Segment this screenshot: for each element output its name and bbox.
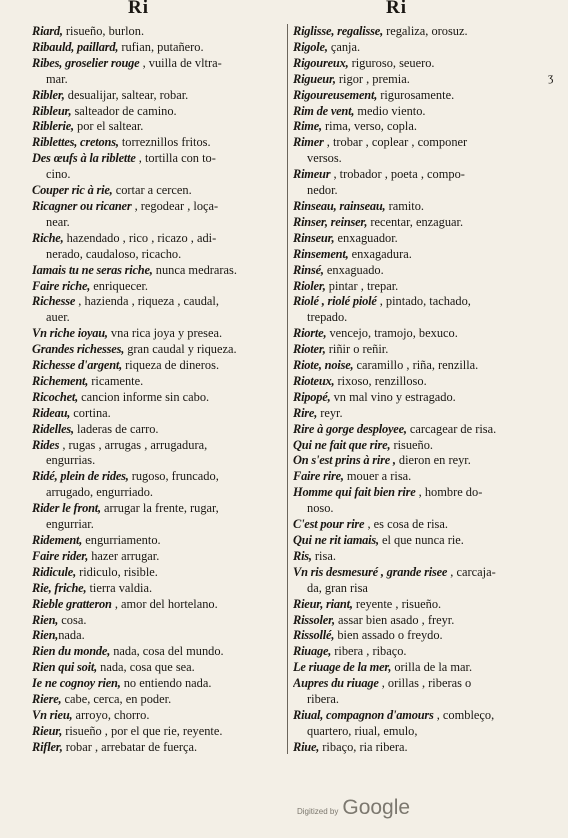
headword: Rinseur, bbox=[293, 230, 335, 245]
dictionary-line bbox=[293, 628, 555, 644]
headword: Riorte, bbox=[293, 326, 327, 341]
headword: Rioler, bbox=[293, 278, 326, 293]
dictionary-line bbox=[32, 24, 296, 40]
headword: Vn ris desmesuré , grande risee bbox=[293, 564, 448, 579]
definition: hazendado , rico , ricazo , adi- bbox=[63, 230, 217, 245]
dictionary-line bbox=[293, 104, 555, 120]
headword: Riuage, bbox=[293, 644, 332, 659]
definition: , trobador , poeta , compo- bbox=[330, 167, 465, 182]
definition: arrugado, engurriado. bbox=[46, 485, 153, 500]
dictionary-line bbox=[32, 597, 296, 613]
headword: Ribauld, paillard, bbox=[32, 39, 119, 54]
definition: çanja. bbox=[327, 39, 361, 54]
dictionary-line bbox=[293, 374, 555, 390]
definition: , trobar , coplear , componer bbox=[323, 135, 468, 150]
headword: Rire, bbox=[293, 405, 318, 420]
headword: Riblerie, bbox=[32, 119, 74, 134]
definition: no entiendo nada. bbox=[120, 676, 212, 691]
headword: Rieur, bbox=[32, 723, 63, 738]
definition: auer. bbox=[46, 310, 70, 325]
dictionary-line bbox=[293, 708, 555, 724]
definition: engurrias. bbox=[46, 453, 96, 468]
dictionary-line bbox=[293, 597, 555, 613]
headword: Ie ne cognoy rien, bbox=[32, 676, 121, 691]
dictionary-line bbox=[32, 40, 296, 56]
definition: arrugar la frente, rugar, bbox=[100, 501, 219, 516]
dictionary-line bbox=[293, 676, 555, 692]
dictionary-line bbox=[293, 199, 555, 215]
headword: Iamais tu ne seras riche, bbox=[32, 262, 153, 277]
dictionary-line bbox=[293, 533, 555, 549]
dictionary-line bbox=[32, 676, 296, 692]
headword: Ricochet, bbox=[32, 389, 79, 404]
definition: noso. bbox=[307, 501, 334, 516]
dictionary-line bbox=[32, 581, 296, 597]
headword: Rissoler, bbox=[293, 612, 335, 627]
dictionary-line bbox=[293, 565, 555, 581]
headword: Riere, bbox=[32, 692, 62, 707]
headword: Grandes richesses, bbox=[32, 342, 125, 357]
definition: , tortilla con to- bbox=[135, 151, 216, 166]
definition: el que nunca rie. bbox=[378, 533, 464, 547]
dictionary-line bbox=[293, 72, 555, 88]
headword: Faire riche, bbox=[32, 278, 91, 293]
headword: Ris, bbox=[293, 548, 312, 563]
dictionary-line bbox=[293, 501, 555, 517]
dictionary-line bbox=[32, 390, 296, 406]
headword: Ribes, groselier rouge bbox=[32, 55, 140, 70]
definition: engurriar. bbox=[46, 517, 94, 532]
dictionary-line bbox=[32, 453, 296, 469]
headword: Rime, bbox=[293, 119, 322, 134]
dictionary-line bbox=[32, 183, 296, 199]
headword: Des œufs à la riblette bbox=[32, 151, 136, 166]
definition: desualijar, saltear, robar. bbox=[64, 87, 189, 102]
headword: Rigole, bbox=[293, 39, 328, 54]
headword: Rider le front, bbox=[32, 501, 101, 516]
definition: risueño. bbox=[390, 437, 434, 452]
headword: Rideau, bbox=[32, 405, 71, 420]
definition: vn mal vino y estragado. bbox=[330, 389, 456, 404]
definition: , hombre do- bbox=[415, 485, 483, 500]
dictionary-line bbox=[32, 215, 296, 231]
headword: Aupres du riuage bbox=[293, 676, 379, 691]
headword: Riolé , riolé piolé bbox=[293, 294, 377, 309]
definition: riñir o reñir. bbox=[325, 342, 389, 357]
dictionary-line bbox=[32, 56, 296, 72]
definition: risueño, burlon. bbox=[62, 24, 145, 38]
dictionary-line bbox=[293, 326, 555, 342]
headword: Ripopé, bbox=[293, 389, 331, 404]
definition: assar bien asado , freyr. bbox=[334, 612, 455, 627]
definition: recentar, enzaguar. bbox=[367, 214, 464, 229]
definition: enxaguador. bbox=[334, 230, 398, 245]
dictionary-line bbox=[32, 517, 296, 533]
dictionary-line bbox=[32, 326, 296, 342]
definition: nedor. bbox=[307, 183, 338, 198]
dictionary-line bbox=[32, 167, 296, 183]
dictionary-line bbox=[293, 56, 555, 72]
definition: near. bbox=[46, 214, 70, 229]
definition: cabe, cerca, en poder. bbox=[61, 692, 172, 707]
definition: nada, cosa que sea. bbox=[97, 660, 195, 675]
running-head-left: Ri bbox=[128, 0, 149, 18]
definition: quartero, riual, emulo, bbox=[307, 723, 418, 738]
headword: Rigoureux, bbox=[293, 55, 349, 70]
dictionary-line bbox=[32, 469, 296, 485]
dictionary-line bbox=[293, 517, 555, 533]
dictionary-line bbox=[32, 660, 296, 676]
definition: rima, verso, copla. bbox=[321, 119, 417, 134]
definition: , rugas , arrugas , arrugadura, bbox=[59, 437, 208, 452]
dictionary-line bbox=[32, 199, 296, 215]
definition: pintar , trepar. bbox=[325, 278, 399, 293]
definition: enxaguado. bbox=[323, 262, 384, 277]
dictionary-line bbox=[293, 135, 555, 151]
dictionary-line bbox=[32, 485, 296, 501]
headword: Rien, bbox=[32, 628, 59, 643]
definition: rigor , premia. bbox=[335, 71, 410, 86]
definition: medio viento. bbox=[354, 103, 426, 118]
headword: Riglisse, regalisse, bbox=[293, 24, 383, 38]
definition: , pintado, tachado, bbox=[376, 294, 471, 309]
dictionary-line bbox=[32, 72, 296, 88]
headword: Ricagner ou ricaner bbox=[32, 198, 132, 213]
dictionary-line bbox=[293, 151, 555, 167]
headword: Couper ric à rie, bbox=[32, 183, 113, 198]
dictionary-line bbox=[293, 231, 555, 247]
definition: cancion informe sin cabo. bbox=[78, 389, 210, 404]
definition: ricamente. bbox=[88, 373, 144, 388]
headword: Rimeur bbox=[293, 167, 331, 182]
headword: Homme qui fait bien rire bbox=[293, 485, 416, 500]
headword: Rissollé, bbox=[293, 628, 335, 643]
headword: On s'est prins à rire , bbox=[293, 453, 396, 468]
dictionary-line bbox=[293, 183, 555, 199]
dictionary-line bbox=[293, 613, 555, 629]
headword: Rim de vent, bbox=[293, 103, 355, 118]
definition: laderas de carro. bbox=[73, 421, 159, 436]
headword: Qui ne rit iamais, bbox=[293, 533, 379, 547]
dictionary-line bbox=[32, 231, 296, 247]
headword: Rides bbox=[32, 437, 60, 452]
headword: Rinsement, bbox=[293, 246, 349, 261]
headword: Riblettes, cretons, bbox=[32, 135, 119, 150]
definition: nada. bbox=[58, 628, 85, 643]
dictionary-line bbox=[293, 485, 555, 501]
headword: Ridicule, bbox=[32, 564, 76, 579]
definition: regaliza, orosuz. bbox=[382, 24, 468, 38]
dictionary-line bbox=[293, 581, 555, 597]
column-divider bbox=[287, 24, 288, 754]
dictionary-line bbox=[32, 628, 296, 644]
headword: Richesse d'argent, bbox=[32, 358, 123, 373]
dictionary-line bbox=[293, 263, 555, 279]
definition: riqueza de dineros. bbox=[122, 358, 220, 373]
headword: C'est pour rire bbox=[293, 517, 365, 532]
dictionary-line bbox=[32, 294, 296, 310]
dictionary-line bbox=[32, 438, 296, 454]
dictionary-line bbox=[32, 533, 296, 549]
dictionary-line bbox=[32, 247, 296, 263]
dictionary-line bbox=[293, 167, 555, 183]
dictionary-line bbox=[293, 310, 555, 326]
dictionary-line bbox=[32, 613, 296, 629]
headword: Ridelles, bbox=[32, 421, 74, 436]
dictionary-line bbox=[32, 342, 296, 358]
dictionary-line bbox=[293, 358, 555, 374]
definition: , regodear , loça- bbox=[131, 198, 219, 213]
headword: Le riuage de la mer, bbox=[293, 660, 392, 675]
headword: Riard, bbox=[32, 24, 63, 38]
dictionary-line bbox=[293, 247, 555, 263]
headword: Rie, friche, bbox=[32, 580, 87, 595]
headword: Ridement, bbox=[32, 533, 83, 547]
headword: Faire rire, bbox=[293, 469, 344, 484]
definition: risueño , por el que rie, reyente. bbox=[62, 723, 223, 738]
headword: Rimer bbox=[293, 135, 324, 150]
dictionary-line bbox=[293, 469, 555, 485]
definition: cino. bbox=[46, 167, 71, 182]
dictionary-line bbox=[32, 692, 296, 708]
definition: ridiculo, risible. bbox=[75, 564, 158, 579]
definition: , vuilla de vltra- bbox=[139, 55, 222, 70]
definition: hazer arrugar. bbox=[88, 548, 160, 563]
dictionary-line bbox=[293, 453, 555, 469]
definition: caramillo , riña, renzilla. bbox=[353, 358, 479, 373]
definition: risa. bbox=[311, 548, 336, 563]
definition: gran caudal y riqueza. bbox=[124, 342, 237, 357]
dictionary-line bbox=[32, 135, 296, 151]
dictionary-line bbox=[32, 740, 296, 756]
definition: , combleço, bbox=[433, 707, 495, 722]
dictionary-line bbox=[32, 104, 296, 120]
definition: mouer a risa. bbox=[343, 469, 412, 484]
dictionary-line bbox=[293, 40, 555, 56]
definition: bien assado o freydo. bbox=[334, 628, 443, 643]
margin-mark: ʒ bbox=[548, 70, 554, 84]
dictionary-line bbox=[293, 422, 555, 438]
definition: robar , arrebatar de fuerça. bbox=[62, 739, 198, 754]
headword: Rioter, bbox=[293, 342, 326, 357]
headword: Rien du monde, bbox=[32, 644, 111, 659]
definition: cosa. bbox=[58, 612, 87, 627]
definition: dieron en reyr. bbox=[395, 453, 471, 468]
dictionary-line bbox=[32, 644, 296, 660]
definition: vencejo, tramojo, bexuco. bbox=[326, 326, 458, 341]
definition: por el saltear. bbox=[73, 119, 144, 134]
definition: rugoso, fruncado, bbox=[128, 469, 219, 484]
definition: , hazienda , riqueza , caudal, bbox=[75, 294, 219, 309]
headword: Rigoureusement, bbox=[293, 87, 378, 102]
definition: torreznillos fritos. bbox=[118, 135, 211, 150]
running-head-right: Ri bbox=[386, 0, 407, 18]
definition: rigurosamente. bbox=[377, 87, 455, 102]
dictionary-line bbox=[32, 422, 296, 438]
headword: Rinseau, rainseau, bbox=[293, 198, 386, 213]
definition: ribera , ribaço. bbox=[331, 644, 407, 659]
digitized-by-text: Digitized by bbox=[297, 807, 339, 816]
definition: reyr. bbox=[317, 405, 343, 420]
dictionary-line bbox=[293, 406, 555, 422]
definition: nunca medraras. bbox=[152, 262, 237, 277]
definition: rigurosо, seuero. bbox=[348, 55, 435, 70]
dictionary-line bbox=[32, 565, 296, 581]
dictionary-line bbox=[32, 374, 296, 390]
dictionary-line bbox=[32, 358, 296, 374]
definition: arroyo, chorro. bbox=[72, 707, 150, 722]
headword: Rioteux, bbox=[293, 373, 335, 388]
dictionary-line bbox=[293, 24, 555, 40]
headword: Richement, bbox=[32, 373, 89, 388]
definition: carcagear de risa. bbox=[406, 421, 497, 436]
definition: versos. bbox=[307, 151, 342, 166]
dictionary-line bbox=[293, 215, 555, 231]
dictionary-line bbox=[293, 549, 555, 565]
left-column bbox=[32, 24, 296, 756]
definition: ribera. bbox=[307, 692, 339, 707]
headword: Riote, noise, bbox=[293, 358, 354, 373]
dictionary-line bbox=[32, 310, 296, 326]
dictionary-line bbox=[293, 438, 555, 454]
headword: Rigueur, bbox=[293, 71, 336, 86]
definition: vna rica joya y presea. bbox=[107, 326, 223, 341]
headword: Ridé, plein de rides, bbox=[32, 469, 129, 484]
dictionary-line bbox=[32, 279, 296, 295]
dictionary-line bbox=[293, 119, 555, 135]
definition: enriquecer. bbox=[90, 278, 148, 293]
headword: Faire rider, bbox=[32, 548, 89, 563]
definition: orilla de la mar. bbox=[391, 660, 473, 675]
headword: Vn riche ioyau, bbox=[32, 326, 108, 341]
dictionary-line bbox=[32, 263, 296, 279]
definition: ribaço, ria ribera. bbox=[319, 739, 408, 754]
headword: Rifler, bbox=[32, 739, 63, 754]
dictionary-line bbox=[32, 119, 296, 135]
headword: Riual, compagnon d'amours bbox=[293, 707, 434, 722]
definition: , amor del hortelano. bbox=[111, 596, 218, 611]
dictionary-line bbox=[293, 294, 555, 310]
digitized-footer bbox=[297, 796, 410, 820]
dictionary-line bbox=[32, 501, 296, 517]
dictionary-line bbox=[32, 708, 296, 724]
headword: Vn rieu, bbox=[32, 707, 73, 722]
dictionary-line bbox=[32, 549, 296, 565]
headword: Rieur, riant, bbox=[293, 596, 353, 611]
google-logo-text: Google bbox=[342, 796, 411, 819]
headword: Rire à gorge desployee, bbox=[293, 421, 407, 436]
dictionary-line bbox=[32, 724, 296, 740]
definition: enxagadura. bbox=[348, 246, 412, 261]
definition: cortar a cercen. bbox=[112, 183, 192, 198]
headword: Rieble gratteron bbox=[32, 596, 112, 611]
definition: nada, cosa del mundo. bbox=[110, 644, 224, 659]
definition: , es cosa de risa. bbox=[364, 517, 448, 532]
dictionary-line bbox=[32, 151, 296, 167]
definition: nerado, caudaloso, ricacho. bbox=[46, 246, 182, 261]
headword: Qui ne fait que rire, bbox=[293, 437, 391, 452]
definition: mar. bbox=[46, 71, 68, 86]
headword: Rinsé, bbox=[293, 262, 324, 277]
dictionary-line bbox=[293, 644, 555, 660]
dictionary-line bbox=[293, 724, 555, 740]
definition: rufian, putañero. bbox=[118, 39, 204, 54]
dictionary-line bbox=[293, 342, 555, 358]
dictionary-line bbox=[32, 406, 296, 422]
headword: Rinser, reinser, bbox=[293, 214, 368, 229]
definition: salteador de camino. bbox=[71, 103, 177, 118]
definition: ramito. bbox=[385, 198, 425, 213]
headword: Rien qui soit, bbox=[32, 660, 98, 675]
dictionary-line bbox=[32, 88, 296, 104]
headword: Riche, bbox=[32, 230, 64, 245]
headword: Riue, bbox=[293, 739, 320, 754]
definition: , carcaja- bbox=[447, 564, 496, 579]
definition: tierra valdia. bbox=[86, 580, 153, 595]
definition: , orillas , riberas o bbox=[378, 676, 472, 691]
definition: cortina. bbox=[70, 405, 111, 420]
dictionary-line bbox=[293, 390, 555, 406]
headword: Ribleur, bbox=[32, 103, 72, 118]
definition: trepado. bbox=[307, 310, 348, 325]
definition: engurriamento. bbox=[82, 533, 161, 547]
dictionary-line bbox=[293, 692, 555, 708]
headword: Rien, bbox=[32, 612, 59, 627]
dictionary-line bbox=[293, 660, 555, 676]
dictionary-line bbox=[293, 279, 555, 295]
definition: rixoso, renzilloso. bbox=[334, 373, 427, 388]
definition: da, gran risa bbox=[307, 580, 368, 595]
right-column bbox=[293, 24, 555, 756]
dictionary-line bbox=[293, 740, 555, 756]
definition: reyente , risueño. bbox=[352, 596, 442, 611]
headword: Richesse bbox=[32, 294, 76, 309]
headword: Ribler, bbox=[32, 87, 65, 102]
dictionary-line bbox=[293, 88, 555, 104]
